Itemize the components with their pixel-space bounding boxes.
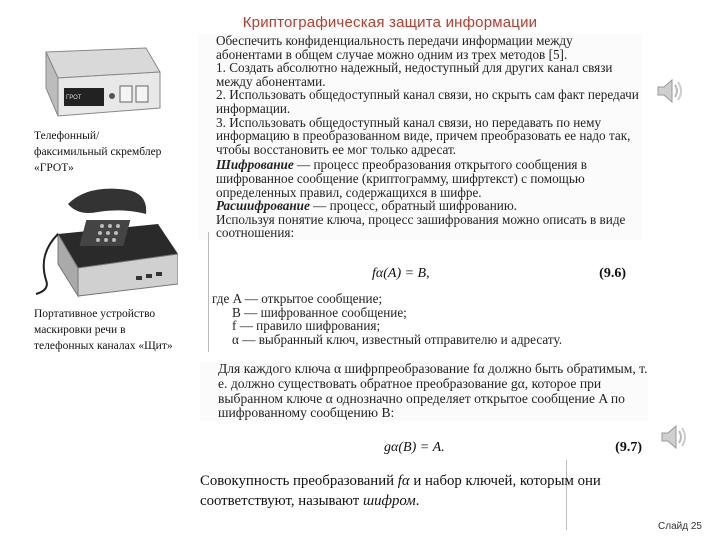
legend-f: f — правило шифрования;: [232, 318, 381, 334]
device-caption-scrambler: Телефонный/ факсимильный скремблер «ГРОТ»: [34, 130, 162, 174]
slide-title: Криптографическая защита информации: [242, 14, 538, 31]
formula-decryption: [384, 440, 642, 456]
legend-a: где A — открытое сообщение;: [212, 291, 383, 306]
legend-alpha: α — выбранный ключ, известный отправителю и адресату.: [232, 331, 563, 347]
definition-decryption: — процесс, обратный шифрованию.: [309, 198, 517, 214]
text-method-3: 3. Использовать общедоступный канал связи, но передавать по нему информацию в преобразованном виде, причем преобразовать ее надо так, чтобы восстановить ее мог только адресат.: [216, 114, 631, 157]
telephone-device-image: [28, 184, 178, 304]
legend-b: B — шифрованное сообщение;: [232, 304, 407, 320]
text-method-1: 1. Создать абсолютно надежный, недоступный для других канал связи между абонентами.: [216, 60, 613, 89]
formula-encryption: [372, 266, 626, 282]
slide-number: Слайд 25: [658, 521, 702, 532]
term-encryption: Шифрование: [216, 157, 294, 173]
text-key-intro: Используя понятие ключа, процесс зашифрования можно описать в виде соотношения:: [216, 211, 626, 241]
speaker-icon[interactable]: [656, 420, 690, 454]
inverse-paragraph: [200, 362, 648, 421]
speaker-icon[interactable]: [652, 74, 686, 108]
definition-encryption: — процесс преобразования открытого сообщения в шифрованное сообщение (криптограмму, шифртекст) с помощью определенных правил, содержащихся в шифре.: [216, 157, 588, 200]
cipher-text-f-alpha: fα: [397, 473, 410, 489]
formula-number-9-6: (9.6): [599, 266, 626, 281]
cipher-definition: [200, 471, 660, 511]
scanned-text-block: [198, 34, 642, 240]
text-inverse: Для каждого ключа α шифрпреобразование fα должно быть обратимым, т. е. должно существовать обратное преобразование gα, которое при выбранном ключе α однозначно определяет открытое сообщение A по шифрованному сообщению B:: [218, 361, 648, 421]
device-label-text: ГРОТ: [66, 95, 82, 101]
cipher-text-end: .: [415, 493, 420, 509]
formula-number-9-7: (9.7): [615, 440, 642, 455]
device-caption-telephone: Портативное устройство маскировки речи в телефонных каналах «Щит»: [34, 308, 173, 352]
scan-left-edge: [208, 232, 209, 352]
text-paragraph-intro: Обеспечить конфиденциальность передачи информации между абонентами в общем случае можно одним из трех методов [5].: [216, 33, 573, 62]
cipher-text-part-1: Совокупность преобразований: [200, 473, 398, 489]
formula-encryption-text: fα(A) = B,: [372, 266, 430, 281]
legend-block: [212, 292, 632, 346]
cipher-term: шифром: [362, 493, 416, 509]
term-decryption: Расшифрование: [216, 198, 310, 214]
text-method-2: 2. Использовать общедоступный канал связи, но скрыть сам факт передачи информации.: [216, 87, 639, 116]
scrambler-device-image: [28, 44, 164, 122]
formula-decryption-text: gα(B) = A.: [384, 440, 445, 455]
cipher-text-part-2: и набор ключей, которым они соответствуют, называют: [200, 473, 601, 509]
